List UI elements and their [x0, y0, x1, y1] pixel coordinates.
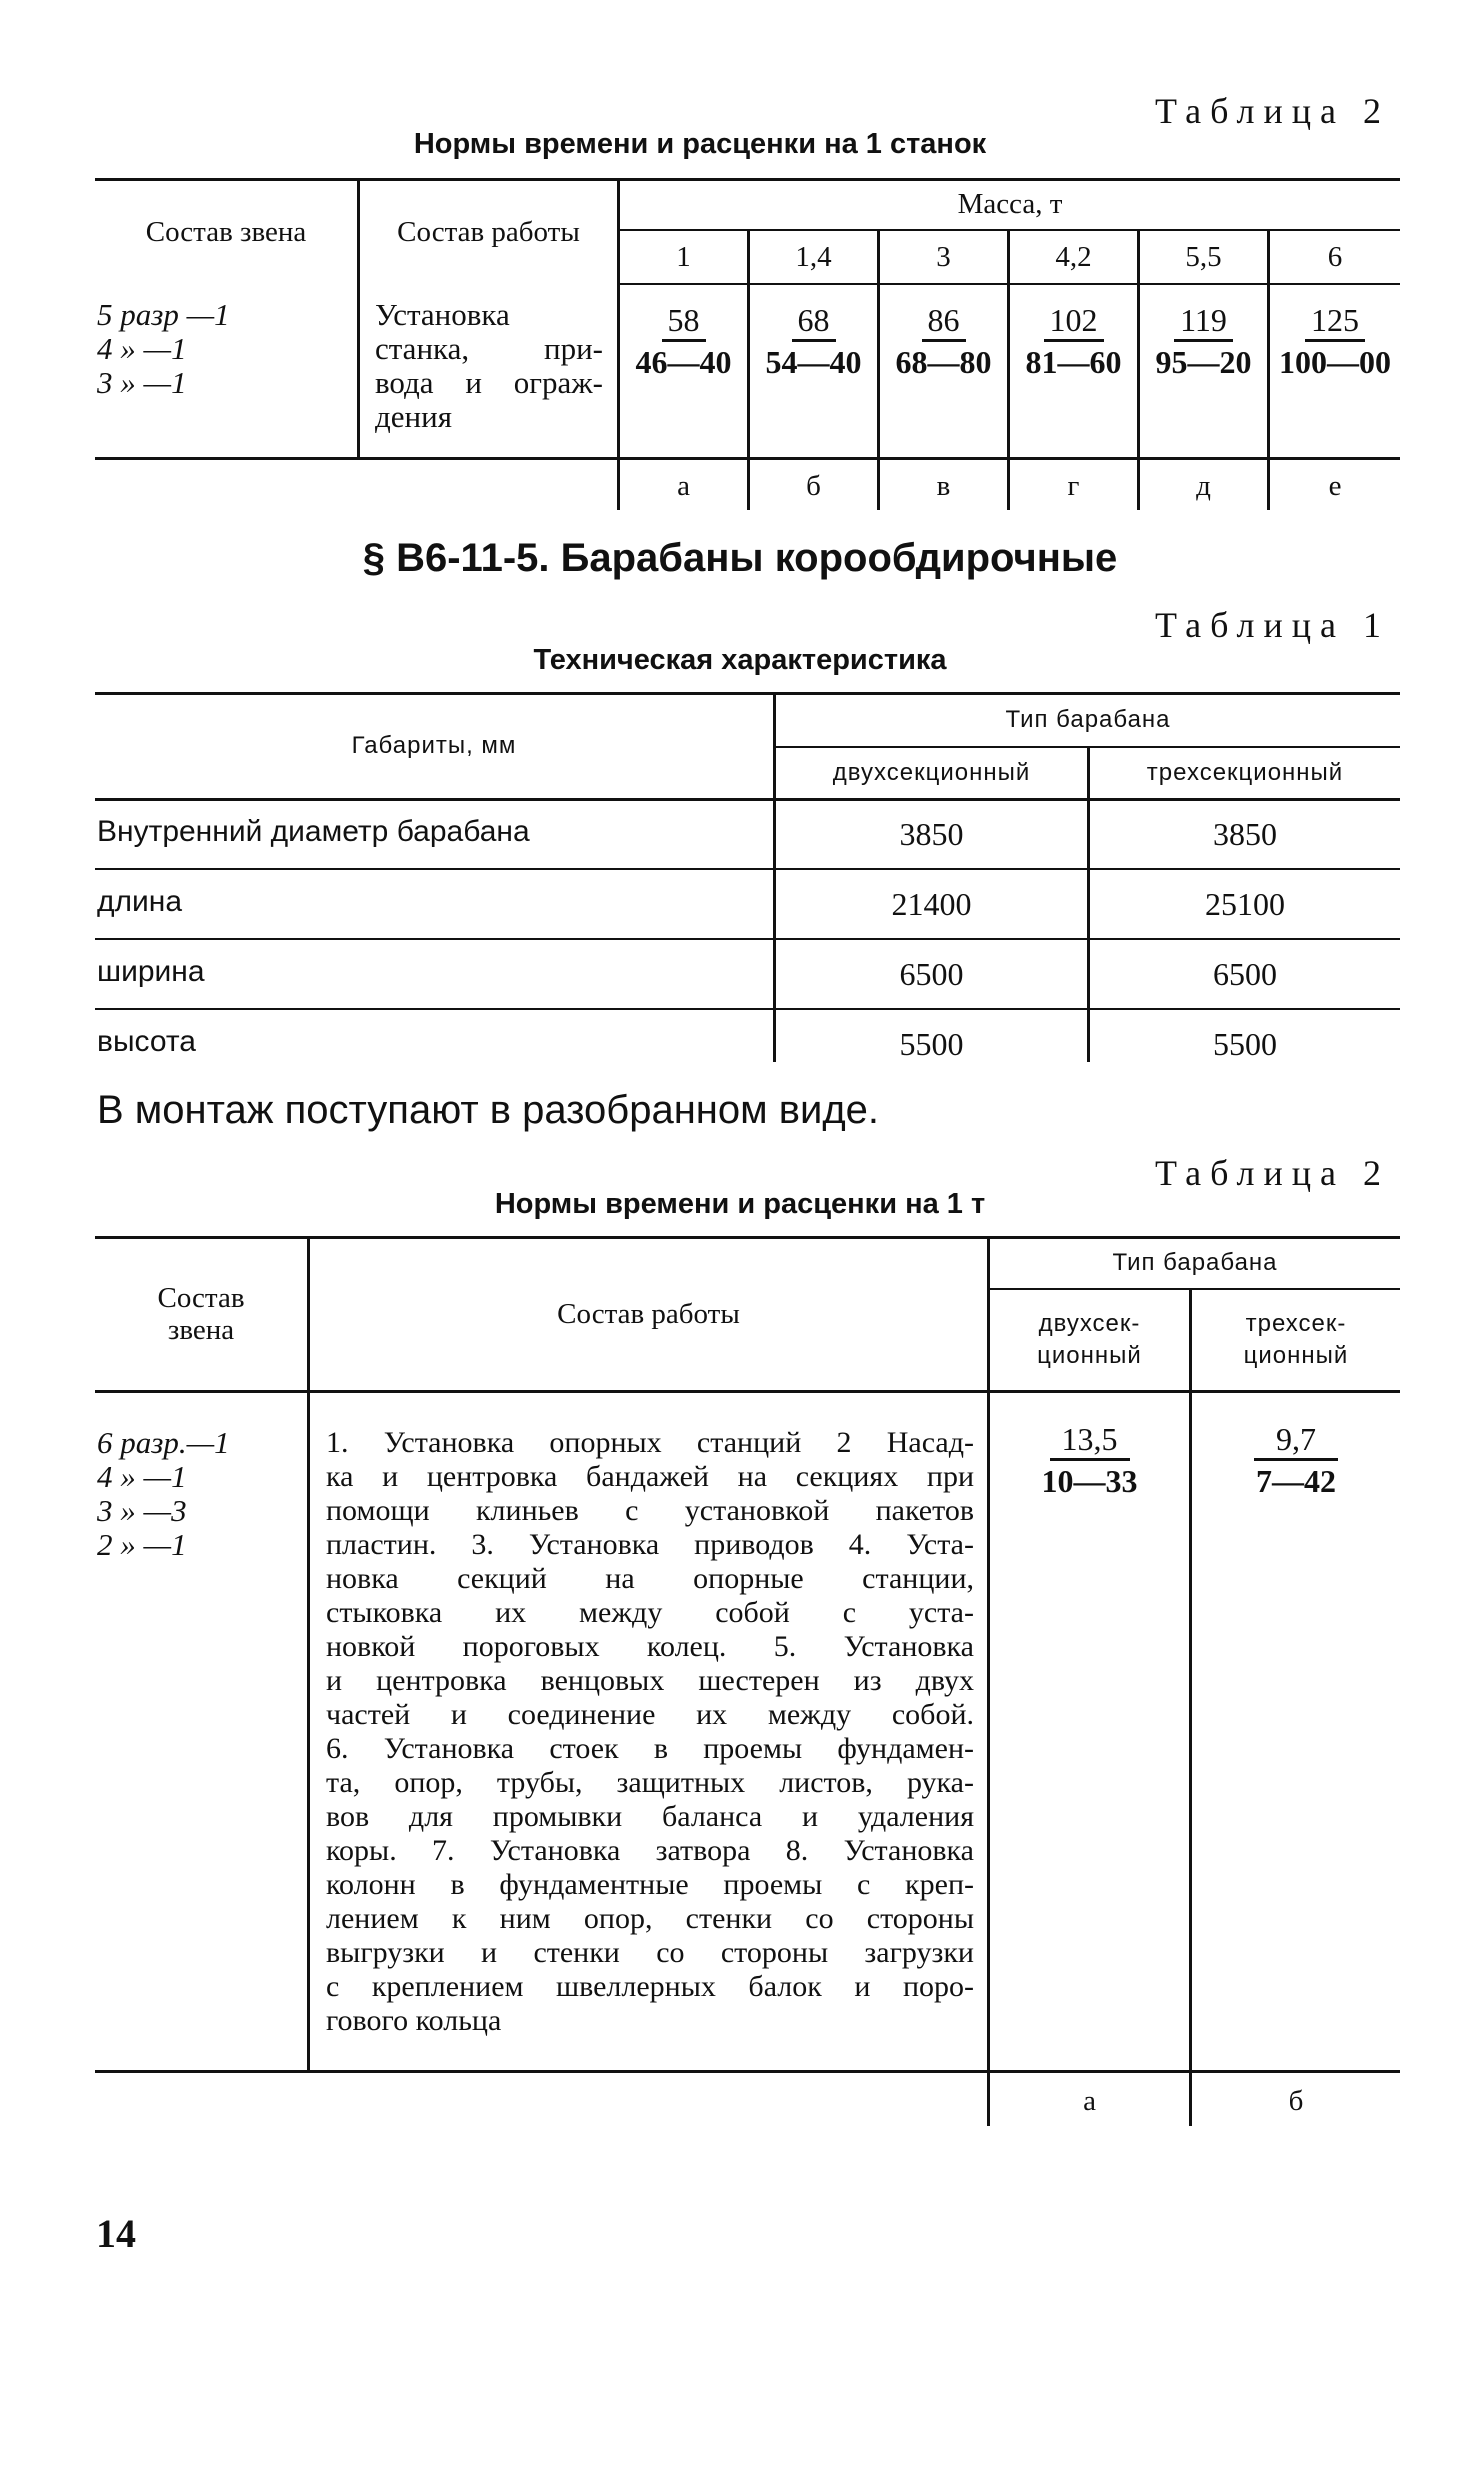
section-title: § В6-11-5. Барабаны корообдирочные [362, 536, 1118, 580]
norm-value: 125 [1305, 301, 1365, 342]
crew-composition [97, 298, 347, 400]
price-value: 46—40 [635, 343, 732, 380]
work-line: и центровка венцовых шестерен из двух [326, 1664, 974, 1697]
norm-cell [1140, 296, 1267, 386]
table-label: Таблица 2 [1155, 91, 1390, 131]
column-letter: г [1067, 469, 1080, 502]
work-line: стыковка их между собой с уста- [326, 1596, 974, 1629]
price-value: 54—40 [765, 343, 862, 380]
assembly-note: В монтаж поступают в разобранном виде. [97, 1088, 880, 1132]
two-section-value: 21400 [891, 885, 972, 922]
price-value: 7—42 [1256, 1463, 1336, 1499]
page-number: 14 [96, 2211, 136, 2256]
column-header-dimensions: Габариты, мм [351, 732, 517, 759]
work-line: станка, при- [375, 331, 603, 366]
crew-line: 2 » —1 [97, 1527, 187, 1562]
crew-line: 3 » —1 [97, 365, 187, 400]
crew-composition [97, 1426, 297, 1562]
work-line: Установка [375, 297, 510, 332]
work-line: та, опор, трубы, защитных листов, рука- [326, 1766, 974, 1799]
norm-value: 68 [792, 301, 836, 342]
price-value: 100—00 [1279, 343, 1391, 380]
work-line: 1. Установка опорных станций 2 Насад- [326, 1426, 974, 1459]
norm-cell [1010, 296, 1137, 386]
column-header-mass: Масса, т [957, 188, 1063, 220]
column-letter: д [1196, 469, 1211, 502]
column-header-work: Состав работы [557, 1297, 740, 1330]
work-line: вода и ограж- [375, 365, 603, 400]
work-description [375, 298, 603, 434]
work-line: новка секций на опорные станции, [326, 1562, 974, 1595]
three-section-norm [1192, 1420, 1400, 1510]
work-line: выгрузки и стенки со стороны загрузки [326, 1936, 974, 1969]
work-line: дения [375, 399, 452, 434]
work-description [326, 1426, 974, 2038]
header-line: ционный [1243, 1342, 1349, 1369]
mass-header: 6 [1327, 240, 1343, 273]
crew-line: 6 разр.—1 [97, 1425, 230, 1460]
mass-header: 3 [936, 240, 951, 273]
work-line: помощи клиньев с установкой пакетов [326, 1494, 974, 1527]
mass-header: 4,2 [1055, 240, 1092, 273]
crew-line: 3 » —3 [97, 1493, 187, 1528]
header-line: ционный [1037, 1342, 1142, 1369]
three-section-value: 3850 [1213, 815, 1277, 852]
norm-value: 9,7 [1254, 1420, 1338, 1461]
two-section-value: 5500 [899, 1025, 964, 1062]
table-label: Таблица 2 [1155, 1153, 1390, 1193]
work-line: коры. 7. Установка затвора 8. Установка [326, 1834, 974, 1867]
column-header-three-section [1192, 1290, 1400, 1390]
work-line: вов для промывки баланса и удаления [326, 1800, 974, 1833]
header-line: двухсек- [1038, 1310, 1141, 1337]
column-header-two-section [990, 1290, 1189, 1390]
column-header-crew: Состав звена [145, 215, 307, 248]
column-letter: в [936, 469, 951, 502]
header-line: Состав [157, 1282, 245, 1314]
work-line: новкой пороговых колец. 5. Установка [326, 1630, 974, 1663]
crew-line: 4 » —1 [97, 1459, 187, 1494]
norm-value: 86 [922, 301, 966, 342]
column-letter: б [1288, 2084, 1304, 2117]
work-line: гового кольца [326, 2004, 502, 2037]
mass-header: 5,5 [1185, 240, 1222, 273]
three-section-value: 6500 [1213, 955, 1277, 992]
table-caption: Нормы времени и расценки на 1 т [494, 1188, 986, 1220]
mass-header: 1,4 [795, 240, 832, 273]
work-line: ка и центровка бандажей на секциях при [326, 1460, 974, 1493]
header-line: звена [167, 1314, 235, 1346]
row-label: ширина [97, 955, 205, 988]
work-line: лением к ним опор, стенки со стороны [326, 1902, 974, 1935]
column-header-drum-type: Тип барабана [1005, 706, 1171, 733]
table-label: Таблица 1 [1155, 605, 1390, 645]
column-header-crew [95, 1238, 307, 1390]
norm-cell [750, 296, 877, 386]
work-line: частей и соединение их между собой. [326, 1698, 974, 1731]
header-line: трехсек- [1245, 1310, 1347, 1337]
norm-value: 102 [1044, 301, 1104, 342]
work-line: колонн в фундаментные проемы с креп- [326, 1868, 974, 1901]
crew-line: 4 » —1 [97, 331, 187, 366]
work-line: пластин. 3. Установка приводов 4. Уста- [326, 1528, 974, 1561]
three-section-value: 25100 [1205, 885, 1285, 922]
column-header-three-section: трехсекционный [1146, 759, 1344, 786]
table-caption: Нормы времени и расценки на 1 станок [413, 128, 987, 160]
column-letter: б [806, 469, 821, 502]
price-value: 68—80 [895, 343, 992, 380]
table-caption: Техническая характеристика [533, 644, 947, 676]
column-letter: а [677, 469, 690, 502]
norm-cell [880, 296, 1007, 386]
price-value: 95—20 [1155, 343, 1252, 380]
row-label: Внутренний диаметр барабана [97, 815, 530, 848]
crew-line: 5 разр —1 [97, 297, 230, 332]
column-header-two-section: двухсекционный [832, 759, 1031, 786]
two-section-norm [990, 1420, 1189, 1510]
norm-value: 58 [662, 301, 706, 342]
norm-cell [620, 296, 747, 386]
row-label: высота [97, 1025, 196, 1058]
work-line: 6. Установка стоек в проемы фундамен- [326, 1732, 974, 1765]
column-header-work: Состав работы [397, 215, 580, 248]
work-line: с креплением швеллерных балок и поро- [326, 1970, 974, 2003]
column-letter: а [1083, 2084, 1096, 2117]
price-value: 81—60 [1025, 343, 1122, 380]
norm-cell [1270, 296, 1400, 386]
column-header-drum-type: Тип барабана [1112, 1249, 1278, 1276]
norm-value: 13,5 [1050, 1420, 1130, 1461]
price-value: 10—33 [1041, 1463, 1138, 1499]
three-section-value: 5500 [1213, 1025, 1277, 1062]
mass-header: 1 [676, 240, 691, 273]
column-letter: е [1328, 469, 1342, 502]
two-section-value: 3850 [899, 815, 964, 852]
norm-value: 119 [1174, 301, 1233, 342]
row-label: длина [97, 885, 183, 918]
two-section-value: 6500 [899, 955, 964, 992]
